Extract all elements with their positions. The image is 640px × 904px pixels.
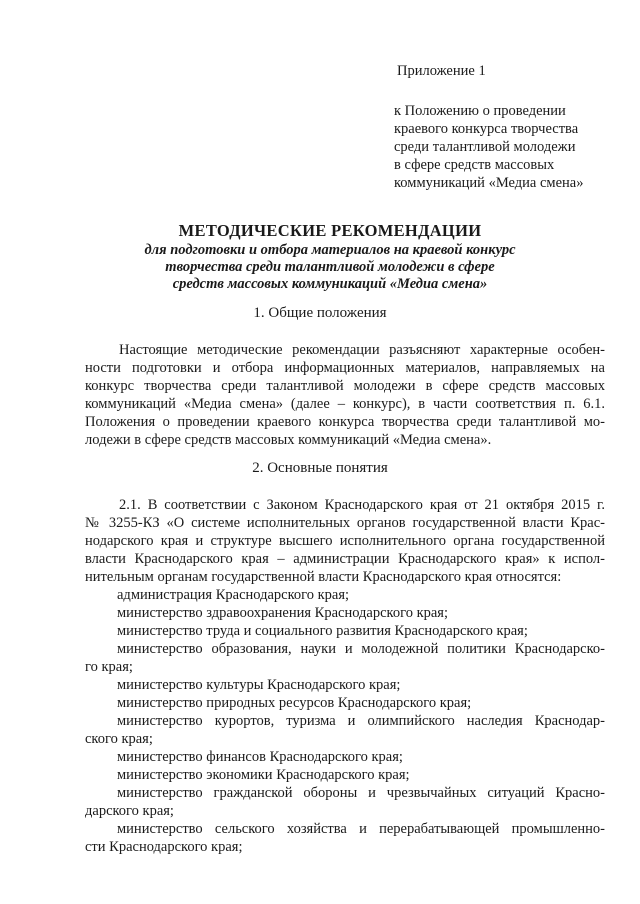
paragraph-line: ности подготовки и отбора информационных материалов, направляемых на bbox=[85, 360, 605, 376]
list-item: министерство здравоохранения Краснодарского края; bbox=[117, 605, 449, 621]
list-item-continuation: ского края; bbox=[85, 731, 153, 747]
list-item-continuation: дарского края; bbox=[85, 803, 174, 819]
list-item: министерство природных ресурсов Краснодарского края; bbox=[117, 695, 472, 711]
list-item: министерство образования, науки и молодежной политики Краснодарско- bbox=[117, 641, 605, 657]
list-item: министерство гражданской обороны и чрезвычайных ситуаций Красно- bbox=[117, 785, 605, 801]
paragraph-line: нодарского края и структуре высшего исполнительного органа государственной bbox=[85, 533, 605, 549]
paragraph-line: нительным органам государственной власти Краснодарского края относятся: bbox=[85, 569, 562, 585]
appendix-line: к Положению о проведении bbox=[394, 103, 566, 119]
paragraph-line: Настоящие методические рекомендации разъясняют характерные особен- bbox=[119, 342, 605, 358]
appendix-block bbox=[394, 62, 634, 192]
paragraph-line: лодежи в сфере средств массовых коммуникаций «Медиа смена». bbox=[85, 432, 492, 448]
paragraph-line: власти Краснодарского края – администрации Краснодарского края» к испол- bbox=[85, 551, 605, 567]
appendix-line: коммуникаций «Медиа смена» bbox=[394, 175, 584, 191]
list-item-continuation: го края; bbox=[85, 659, 133, 675]
section-1-body bbox=[85, 341, 605, 449]
appendix-line: в сфере средств массовых bbox=[394, 157, 555, 173]
list-item: министерство курортов, туризма и олимпийского наследия Краснодар- bbox=[117, 713, 605, 729]
paragraph-line: № 3255-КЗ «О системе исполнительных органов государственной власти Крас- bbox=[85, 515, 605, 531]
list-item: министерство экономики Краснодарского края; bbox=[117, 767, 410, 783]
appendix-line: среди талантливой молодежи bbox=[394, 139, 576, 155]
document-heading bbox=[100, 220, 560, 293]
section-2-title: 2. Основные понятия bbox=[252, 460, 388, 476]
paragraph-line: 2.1. В соответствии с Законом Краснодарского края от 21 октября 2015 г. bbox=[119, 497, 605, 513]
document-subtitle-line: для подготовки и отбора материалов на краевой конкурс bbox=[144, 242, 516, 258]
list-item: министерство сельского хозяйства и перерабатывающей промышленно- bbox=[117, 821, 605, 837]
list-item: министерство финансов Краснодарского края; bbox=[117, 749, 403, 765]
list-item-continuation: сти Краснодарского края; bbox=[85, 839, 243, 855]
appendix-line: краевого конкурса творчества bbox=[394, 121, 579, 137]
paragraph-line: конкурс творчества среди талантливой молодежи в сфере средств массовых bbox=[85, 378, 605, 394]
appendix-title: Приложение 1 bbox=[397, 63, 486, 79]
list-item: администрация Краснодарского края; bbox=[117, 587, 350, 603]
list-item: министерство культуры Краснодарского края; bbox=[117, 677, 401, 693]
section-2-body bbox=[85, 496, 605, 856]
document-title: МЕТОДИЧЕСКИЕ РЕКОМЕНДАЦИИ bbox=[178, 221, 482, 240]
paragraph-line: Положения о проведении краевого конкурса творчества среди талантливой мо- bbox=[85, 414, 605, 430]
section-1-title: 1. Общие положения bbox=[253, 305, 387, 321]
list-item: министерство труда и социального развития Краснодарского края; bbox=[117, 623, 528, 639]
paragraph-line: коммуникаций «Медиа смена» (далее – конкурс), в части соответствия п. 6.1. bbox=[85, 396, 605, 412]
document-subtitle-line: творчества среди талантливой молодежи в сфере bbox=[165, 259, 495, 275]
document-subtitle-line: средств массовых коммуникаций «Медиа смена» bbox=[172, 276, 488, 292]
